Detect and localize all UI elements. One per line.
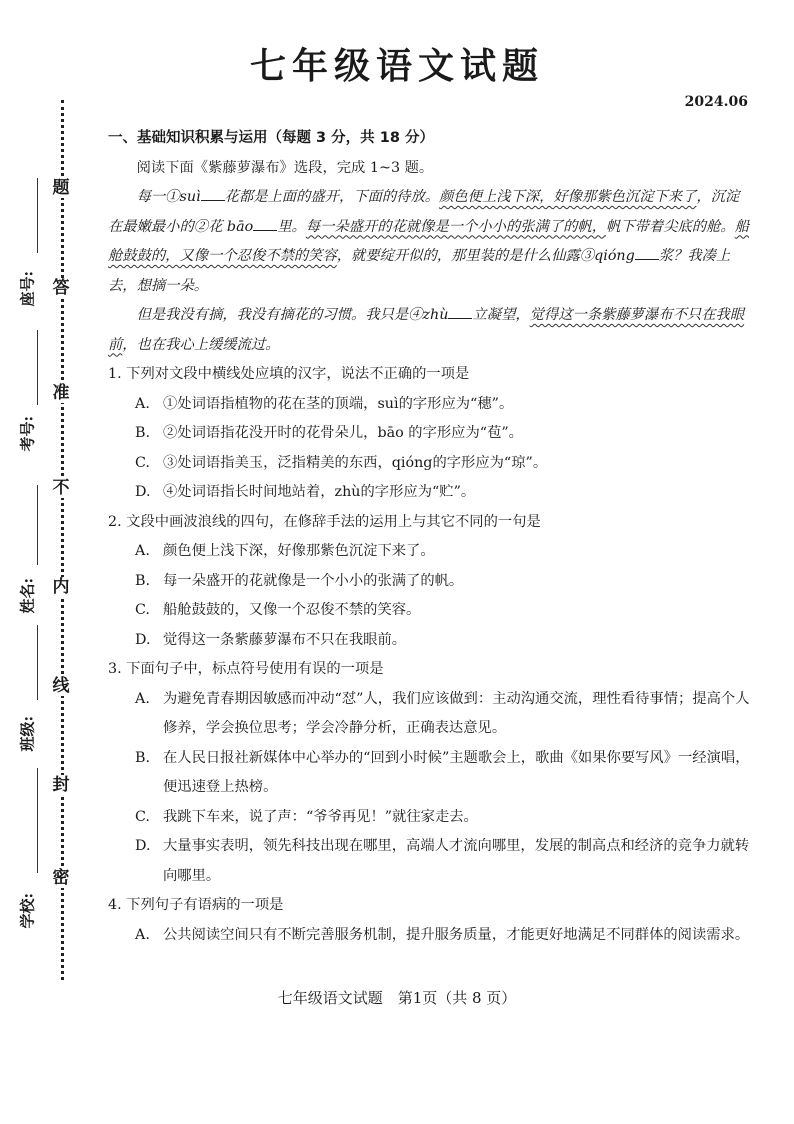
seat-number-line — [37, 178, 38, 253]
class-line — [37, 625, 38, 700]
wavy-sentence-2: 每一朵盛开的花就像是一个小小的张满了的帆， — [305, 218, 607, 235]
wavy-sentence-4: 觉得这一条紫藤萝瀑布不只在我眼前 — [108, 307, 745, 353]
answer-option: D. ④处词语指长时间地站着，zhù的字形应为“贮”。 — [135, 484, 476, 500]
wavy-sentence-1: 颜色便上浅下深，好像那紫色沉淀下来了 — [439, 189, 697, 205]
answer-option: B. ②处词语指花没开时的花骨朵儿，bāo 的字形应为“苞”。 — [135, 425, 523, 441]
name-line — [37, 485, 38, 565]
exam-date: 2024.06 — [684, 94, 748, 110]
answer-option: D. 大量事实表明，领先科技出现在哪里，高端人才流向哪里，发展的制高点和经济的竞争力就转向哪里。 — [135, 838, 750, 884]
question-stem: 4. 下列句子有语病的一项是 — [108, 897, 284, 913]
binding-char: 线 — [50, 676, 72, 696]
binding-char: 准 — [50, 383, 72, 403]
answer-option: C. 我跳下车来，说了声：“爷爷再见！”就往家走去。 — [135, 808, 478, 825]
binding-char: 不 — [50, 478, 72, 498]
school-label: 学校: — [18, 892, 37, 929]
passage-paragraph-2: 但是我没有摘，我没有摘花的习惯。我只是④zhù 立凝望，觉得这一条紫藤萝瀑布不只在我眼前，也在我心上缓缓流过。 — [108, 301, 750, 360]
page-footer: 七年级语文试题 第1页（共 8 页） — [277, 989, 517, 1007]
wavy-sentence-3: 船舱鼓鼓的，又像一个忍俊不禁的笑容 — [108, 218, 749, 264]
binding-char: 答 — [50, 278, 72, 298]
answer-option: D. 觉得这一条紫藤萝瀑布不只在我眼前。 — [135, 631, 407, 648]
binding-line — [61, 100, 64, 980]
seat-number-label: 座号: — [18, 270, 37, 307]
binding-char: 内 — [50, 577, 72, 597]
exam-content — [108, 124, 750, 950]
exam-number-line — [37, 330, 38, 405]
answer-option: B. 每一朵盛开的花就像是一个小小的张满了的帆。 — [135, 572, 464, 589]
binding-char: 密 — [50, 868, 72, 888]
answer-option: C. 船舱鼓鼓的，又像一个忍俊不禁的笑容。 — [135, 602, 421, 618]
question-stem: 1. 下列对文段中横线处应填的汉字，说法不正确的一项是 — [108, 366, 470, 382]
answer-option: A. ①处词语指植物的花在茎的顶端，suì的字形应为“穗”。 — [135, 395, 514, 412]
fill-blank — [448, 304, 472, 319]
answer-option: A. 为避免青春期因敏感而冲动“怼”人，我们应该做到：主动沟通交流，理性看待事情；提高个人修养，学会换位思考；学会冷静分析，正确表达意见。 — [135, 690, 750, 736]
exam-number-label: 考号: — [18, 415, 37, 452]
passage-paragraph-1: 每一①suì 花都是上面的盛开，下面的待放。颜色便上浅下深，好像那紫色沉淀下来了，沉淀在最嫩最小的②花 bāo 里。每一朵盛开的花就像是一个小小的张满了的帆，帆下带着尖底的舱。船舱鼓鼓的，又像一个忍俊不禁的笑容，就要绽开似的，那里装的是什么仙露③qióng 浆？我凑上去，想摘一朵。 — [108, 183, 750, 301]
page-title: 七年级语文试题 — [249, 45, 544, 87]
fill-blank — [635, 245, 659, 260]
fill-blank — [201, 186, 225, 201]
answer-option: A. 公共阅读空间只有不断完善服务机制，提升服务质量，才能更好地满足不同群体的阅读需求。 — [135, 926, 750, 943]
name-label: 姓名: — [18, 577, 37, 614]
class-label: 班级: — [18, 715, 37, 752]
answer-option: B. 在人民日报社新媒体中心举办的“回到小时候”主题歌会上，歌曲《如果你要写风》一经演唱，便迅速登上热榜。 — [135, 749, 750, 795]
question-stem: 2. 文段中画波浪线的四句，在修辞手法的运用上与其它不同的一句是 — [108, 513, 541, 530]
school-line — [37, 768, 38, 873]
section-heading: 一、基础知识积累与运用（每题 3 分，共 18 分） — [108, 130, 434, 146]
answer-option: C. ③处词语指美玉，泛指精美的东西，qióng的字形应为“琼”。 — [135, 454, 548, 471]
question-stem: 3. 下面句子中，标点符号使用有误的一项是 — [108, 661, 384, 677]
binding-char: 封 — [50, 775, 72, 795]
binding-char: 题 — [50, 178, 72, 198]
fill-blank — [253, 216, 277, 231]
reading-intro: 阅读下面《紫藤萝瀑布》选段，完成 1~3 题。 — [136, 159, 434, 176]
answer-option: A. 颜色便上浅下深，好像那紫色沉淀下来了。 — [135, 543, 435, 559]
